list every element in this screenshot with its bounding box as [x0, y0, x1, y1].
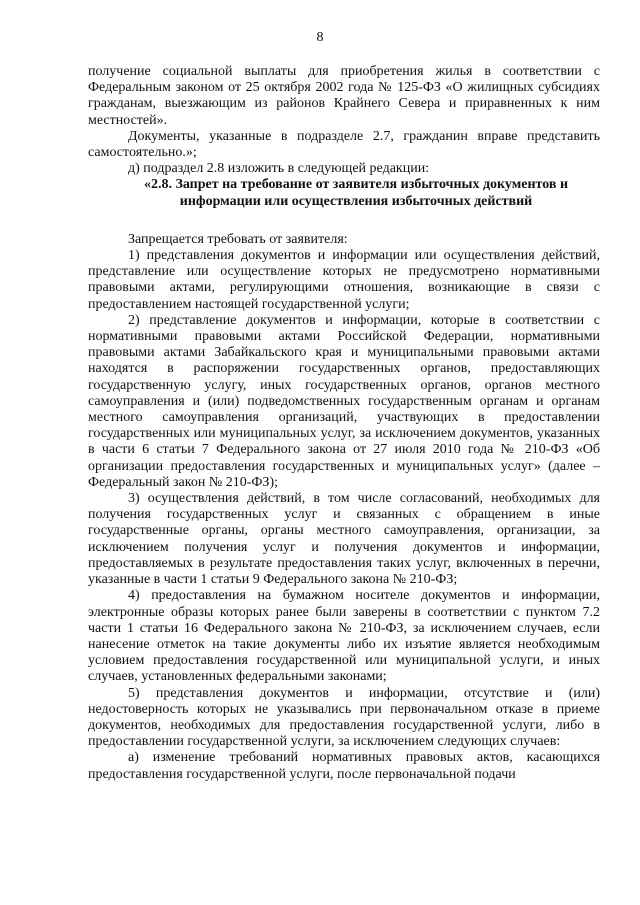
paragraph-subsection-d: д) подраздел 2.8 изложить в следующей редакции: [128, 161, 430, 177]
document-body [88, 64, 600, 783]
paragraph-intro: получение социальной выплаты для приобретения жилья в соответствии с Федеральным законом от 25 октября 2002 года № 125-ФЗ «О жилищных субсидиях гражданам, выезжающим из районов Крайнего Севера и приравненных к ним местностей». [88, 64, 600, 128]
list-item-2: 2) представление документов и информации, которые в соответствии с нормативными правовыми актами Российской Федерации, нормативными правовыми актами Забайкальского края и муниципальными правовыми актами находятся в распоряжении государственных органов, предоставляющих государственную услугу, иных государственных органов, органов местного самоуправления и (или) подведомственных государственным органам и органам местного самоуправления организаций, участвующих в предоставлении государственных или муниципальных услуг, за исключением документов, указанных в части 6 статьи 7 Федерального закона от 27 июля 2010 года № 210-ФЗ «Об организации предоставления государственных и муниципальных услуг» (далее – Федеральный закон № 210-ФЗ); [88, 312, 600, 490]
section-heading: «2.8. Запрет на требование от заявителя избыточных документов и информации или осуществления избыточных действий [143, 177, 569, 209]
list-item-4: 4) предоставления на бумажном носителе документов и информации, электронные образы которых ранее были заверены в соответствии с пунктом 7.2 части 1 статьи 16 Федерального закона № 210-ФЗ, за исключением случаев, если нанесение отметок на такие документы либо их изъятие является необходимым условием предоставления государственной или муниципальной услуги, и иных случаев, установленных федеральными законами; [88, 588, 600, 685]
list-item-1: 1) представления документов и информации или осуществления действий, представление или осуществление которых не предусмотрено нормативными правовыми актами, регулирующими отношения, возникающие в связи с предоставлением настоящей государственной услуги; [88, 248, 600, 312]
list-item-5: 5) представления документов и информации, отсутствие и (или) недостоверность которых не указывались при первоначальном отказе в приеме документов, необходимых для предоставления государственной услуги, либо в предоставлении государственной услуги, за исключением следующих случаев: [88, 685, 600, 750]
list-item-3: 3) осуществления действий, в том числе согласований, необходимых для получения государственных услуг и связанных с обращением в иные государственные органы, органы местного самоуправления, организации, за исключением получения услуг и получения документов и информации, предоставляемых в результате предоставления таких услуг, включенных в перечни, указанные в части 1 статьи 9 Федерального закона № 210-ФЗ; [88, 491, 600, 588]
page-number: 8 [316, 30, 324, 45]
spacer [88, 210, 600, 232]
paragraph-prohibition: Запрещается требовать от заявителя: [128, 231, 348, 247]
list-item-5a: а) изменение требований нормативных правовых актов, касающихся предоставления государственной услуги, после первоначальной подачи [88, 750, 600, 782]
paragraph-documents: Документы, указанные в подразделе 2.7, гражданин вправе представить самостоятельно.»; [88, 128, 600, 161]
